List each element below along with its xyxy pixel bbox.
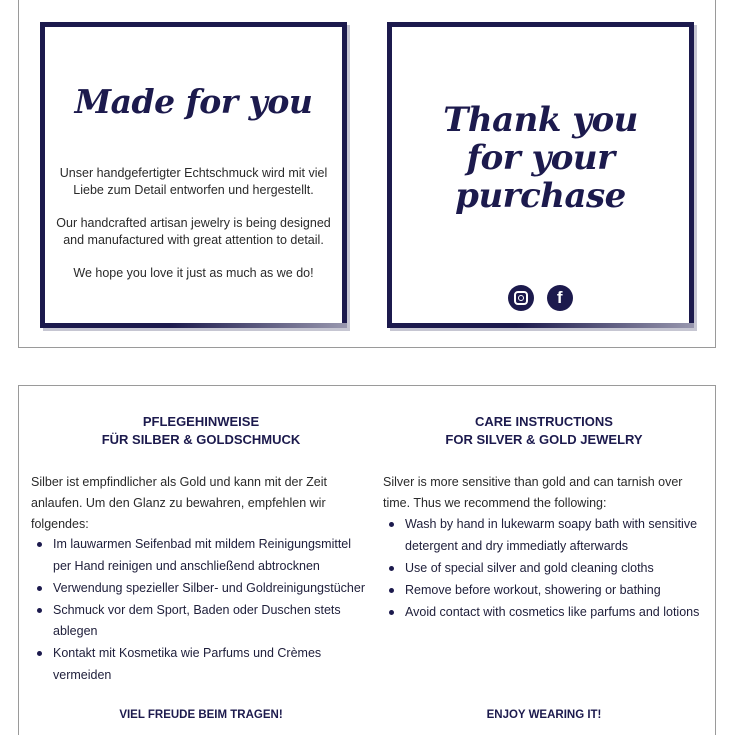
german-heading-line-2: FÜR SILBER & GOLDSCHMUCK — [101, 432, 301, 447]
thank-you-title — [392, 101, 689, 215]
social-icons — [392, 285, 689, 311]
english-heading-line-1: CARE INSTRUCTIONS — [475, 414, 613, 429]
made-for-you-panel — [40, 22, 347, 328]
care-card — [18, 385, 716, 735]
english-description: Our handcrafted artisan jewelry is being designed and manufactured with great attention to detail. — [56, 216, 331, 247]
thank-you-line-3: purchase — [455, 176, 626, 216]
list-item: Im lauwarmen Seifenbad mit mildem Reinigungsmittel per Hand reinigen und anschließend abtrocknen — [31, 534, 371, 577]
instagram-icon[interactable] — [508, 285, 534, 311]
english-heading-line-2: FOR SILVER & GOLD JEWELRY — [445, 432, 643, 447]
english-care-list — [383, 514, 709, 624]
thank-you-line-2: for your — [466, 138, 615, 178]
german-care-list — [31, 534, 371, 687]
english-footer: ENJOY WEARING IT! — [486, 709, 602, 721]
german-care-heading — [31, 413, 371, 449]
german-intro: Silber ist empfindlicher als Gold und kann mit der Zeit anlaufen. Um den Glanz zu bewahren, empfehlen wir folgendes: — [31, 475, 327, 531]
english-care-heading — [379, 413, 709, 449]
hope-message: We hope you love it just as much as we do! — [73, 266, 314, 280]
list-item: Schmuck vor dem Sport, Baden oder Duschen stets ablegen — [31, 600, 371, 643]
german-description: Unser handgefertigter Echtschmuck wird mit viel Liebe zum Detail entworfen und hergestellt. — [59, 166, 328, 197]
list-item: Kontakt mit Kosmetika wie Parfums und Crèmes vermeiden — [31, 643, 371, 686]
made-for-you-text — [51, 165, 336, 298]
thank-you-line-1: Thank you — [443, 100, 638, 140]
list-item: Avoid contact with cosmetics like parfums and lotions — [383, 602, 709, 624]
list-item: Remove before workout, showering or bathing — [383, 580, 709, 602]
german-footer: VIEL FREUDE BEIM TRAGEN! — [119, 709, 283, 721]
made-for-you-title: Made for you — [74, 82, 313, 121]
list-item: Use of special silver and gold cleaning cloths — [383, 558, 709, 580]
thank-you-panel — [387, 22, 694, 328]
german-heading-line-1: PFLEGEHINWEISE — [142, 414, 260, 429]
english-intro: Silver is more sensitive than gold and can tarnish over time. Thus we recommend the following: — [383, 475, 683, 510]
facebook-icon[interactable]: f — [547, 285, 573, 311]
list-item: Verwendung spezieller Silber- und Goldreinigungstücher — [31, 578, 371, 600]
list-item: Wash by hand in lukewarm soapy bath with sensitive detergent and dry immediatly afterwards — [383, 514, 709, 557]
